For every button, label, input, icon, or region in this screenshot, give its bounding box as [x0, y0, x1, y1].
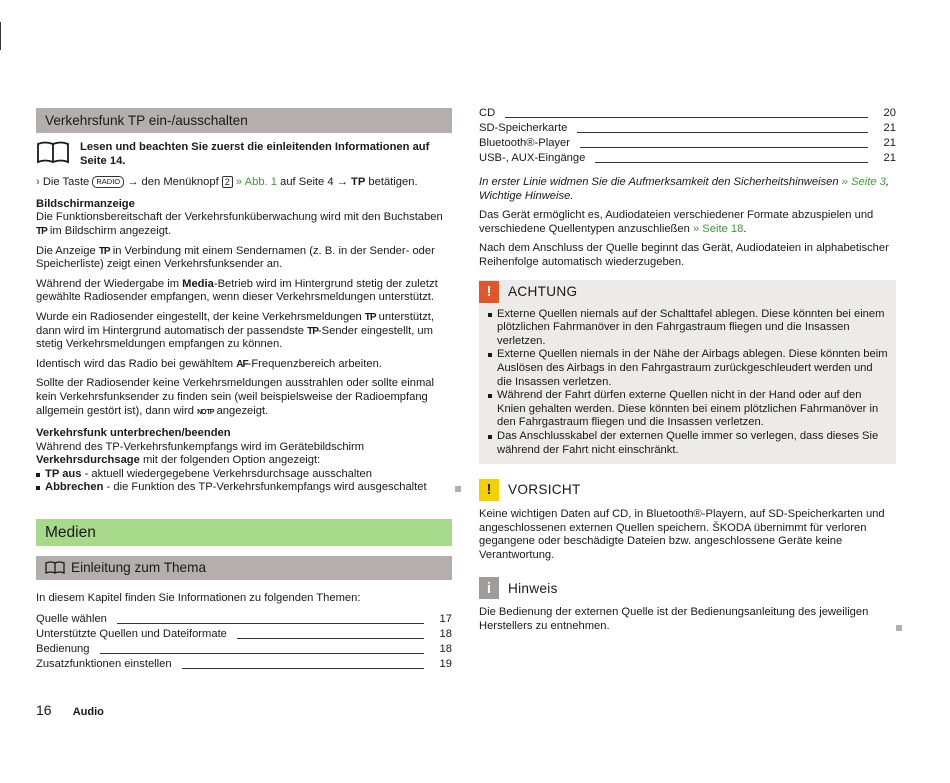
info-icon: i — [479, 577, 499, 599]
open-book-icon — [45, 561, 65, 575]
paragraph: Das Gerät ermöglicht es, Audiodateien verschiedener Formate abzuspielen und verschiedene Quellentypen anzuschließen » Seite 18. — [479, 209, 874, 235]
paragraph: Während der Wiedergabe im Media-Betrieb wird im Hintergrund stetig der zuletzt gewählte Radiosender empfangen, wenn dieser Verkehrsmeldungen unterstützt. — [36, 277, 438, 304]
toc-entry[interactable]: Bedienung 18 — [36, 643, 452, 656]
section-title: Verkehrsfunk TP ein-/ausschalten — [36, 108, 452, 133]
page-footer — [36, 704, 104, 720]
toc-entry[interactable]: CD 20 — [479, 107, 896, 120]
exclamation-icon: ! — [479, 479, 499, 501]
option-list — [36, 468, 452, 495]
radio-key: RADIO — [92, 176, 124, 188]
exclamation-icon: ! — [479, 281, 499, 303]
list-item: Externe Quellen niemals in der Nähe der Airbags ablegen. Diese könnten beim Auslösen des Airbags in den Fahrgastraum zurückgeschleudert werden und die Insassen verletzen. — [488, 348, 888, 389]
toc-entry[interactable]: Quelle wählen 17 — [36, 613, 452, 626]
paragraph: Identisch wird das Radio bei gewähltem AF-Frequenzbereich arbeiten. — [36, 357, 382, 370]
list-item: Externe Quellen niemals auf der Schalttafel ablegen. Diese könnten bei einem plötzlichen Fahrmanöver in den Fahrgastraum fliegen und die Insassen verletzen. — [488, 308, 888, 349]
page-number: 16 — [36, 702, 52, 718]
achtung-list — [488, 308, 888, 458]
paragraph: Wurde ein Radiosender eingestellt, der keine Verkehrsmeldungen TP unterstützt, dann wird im Hintergrund automatisch der passendste TP-Sender eingestellt, um stetig Verkehrsmeldungen empfangen zu können. — [36, 310, 435, 351]
subheading-unterbrechen: Verkehrsfunk unterbrechen/beenden — [36, 427, 231, 440]
toc-entry[interactable]: Unterstützte Quellen und Dateiformate 18 — [36, 628, 452, 641]
chapter-name: Audio — [72, 706, 104, 718]
toc-entry[interactable]: USB-, AUX-Eingänge 21 — [479, 152, 896, 165]
list-item: Während der Fahrt dürfen externe Quellen nicht in der Hand oder auf den Knien gehalten werden. Diese könnten bei einem plötzlichen Fahrmanöver in den Fahrgastraum fliegen und die Insassen verletzen. — [488, 389, 888, 430]
paragraph: Während des TP-Verkehrsfunkempfangs wird im Gerätebildschirm Verkehrsdurchsage mit der folgenden Option angezeigt: — [36, 440, 365, 467]
hinweis-section — [479, 576, 896, 633]
page-link[interactable]: » Seite 3 — [841, 176, 886, 188]
achtung-title: ACHTUNG — [508, 283, 578, 299]
vorsicht-text: Keine wichtigen Daten auf CD, in Bluetooth®-Playern, auf SD-Speicherkarten und angeschlossenen externen Quellen speichern. ŠKODA übernimmt für verloren gegangene oder beschädigte Dateien bzw. angeschlossene Geräte keine Verantwortung. — [479, 508, 885, 561]
end-marker — [896, 625, 902, 631]
hinweis-title: Hinweis — [508, 580, 558, 596]
vorsicht-title: VORSICHT — [508, 482, 581, 498]
toc-left — [36, 612, 452, 672]
end-marker — [455, 486, 461, 492]
instruction: › Die Taste RADIO → den Menüknopf 2 » Abb. 1 auf Seite 4 → TP betätigen. — [36, 176, 418, 189]
read-note — [36, 141, 452, 168]
list-item: Abbrechen - die Funktion des TP-Verkehrsfunkempfangs wird ausgeschaltet — [36, 481, 452, 495]
hinweis-text: Die Bedienung der externen Quelle ist der Bedienungsanleitung des jeweiligen Herstellers zu entnehmen. — [479, 606, 869, 633]
step-arrow-icon: › — [36, 176, 40, 189]
safety-hint: In erster Linie widmen Sie die Aufmerksamkeit den Sicherheitshinweisen » Seite 3, Wichtige Hinweise. — [479, 176, 890, 202]
toc-entry[interactable]: SD-Speicherkarte 21 — [479, 122, 896, 135]
right-column — [479, 106, 896, 634]
read-note-text: Lesen und beachten Sie zuerst die einleitenden Informationen auf Seite 14. — [80, 141, 430, 167]
paragraph: Nach dem Anschluss der Quelle beginnt das Gerät, Audiodateien in alphabetischer Reihenfolge automatisch wiederzugeben. — [479, 242, 889, 268]
paragraph: Die Funktionsbereitschaft der Verkehrsfunküberwachung wird mit den Buchstaben TP im Bildschirm angezeigt. — [36, 211, 443, 237]
paragraph: Sollte der Radiosender keine Verkehrsmeldungen ausstrahlen oder sollte einmal kein Verkehrsfunksender zu finden sein (weil beispielsweise der Radioempfang allgemein gestört ist), dann wird NO TP angezeigt. — [36, 377, 435, 417]
vorsicht-section — [479, 478, 896, 562]
left-column — [36, 108, 452, 672]
book-icon — [36, 141, 70, 165]
toc-entry[interactable]: Bluetooth®-Player 21 — [479, 137, 896, 150]
intro-heading: Einleitung zum Thema — [36, 556, 452, 580]
crop-mark — [0, 22, 1, 50]
toc-entry[interactable]: Zusatzfunktionen einstellen 19 — [36, 658, 452, 671]
chapter-title: Medien — [36, 519, 452, 546]
toc-intro: In diesem Kapitel finden Sie Informationen zu folgenden Themen: — [36, 592, 361, 605]
list-item: Das Anschlusskabel der externen Quelle immer so verlegen, dass dieses Sie während der Fahrt nicht einschränkt. — [488, 430, 888, 457]
list-item: TP aus - aktuell wiedergegebene Verkehrsdurchsage ausschalten — [36, 468, 452, 482]
subheading-bildschirm: Bildschirmanzeige — [36, 197, 135, 210]
page-link[interactable]: » Seite 18 — [692, 222, 744, 235]
figure-link[interactable]: » Abb. 1 — [235, 176, 277, 189]
paragraph: Die Anzeige TP in Verbindung mit einem Sendernamen (z. B. in der Sender- oder Speicherliste) zeigt einen Verkehrsfunksender an. — [36, 244, 435, 271]
menu-key-2: 2 — [222, 176, 233, 188]
toc-right — [479, 106, 896, 166]
achtung-box — [479, 280, 896, 465]
